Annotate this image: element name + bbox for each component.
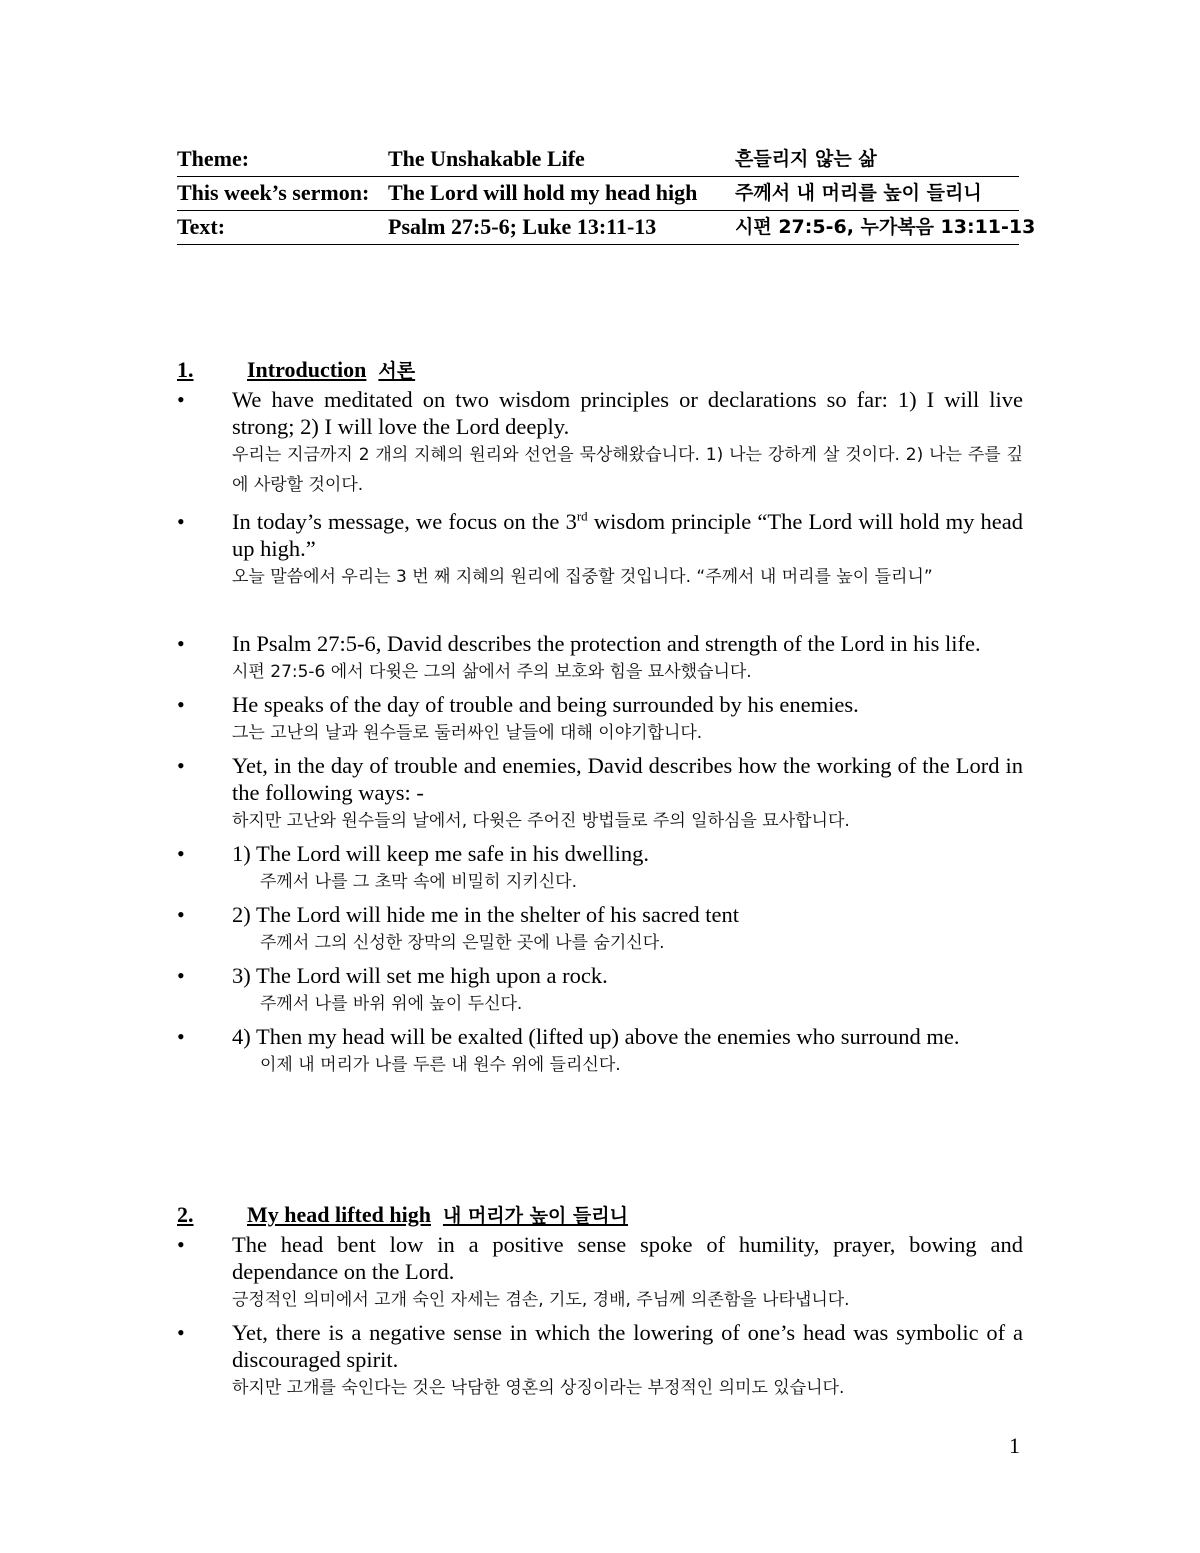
- text-korean: 시편 27:5-6, 누가복음 13:11-13: [735, 216, 1036, 238]
- item-text-ko: 주께서 나를 바위 위에 높이 두신다.: [260, 994, 523, 1014]
- item-text-ko: 오늘 말씀에서 우리는 3 번 째 지혜의 원리에 집중할 것입니다. “주께서 내 머리를 높이 들리니”: [232, 567, 933, 587]
- item-text-en: In Psalm 27:5-6, David describes the protection and strength of the Lord in his life.: [232, 631, 981, 656]
- item-text-ko: 시편 27:5-6 에서 다윗은 그의 삶에서 주의 보호와 힘을 묘사했습니다.: [232, 662, 752, 682]
- item-text-en-part: wisdom principle “The Lord will hold my head up high.”: [232, 509, 1023, 561]
- bullet-icon: •: [177, 1024, 185, 1049]
- item-text-ko: 주께서 나를 그 초막 속에 비밀히 지키신다.: [260, 872, 578, 892]
- section-2-title-en: My head lifted high: [247, 1202, 431, 1227]
- bullet-icon: •: [177, 387, 185, 412]
- section-2-number: 2.: [177, 1202, 194, 1227]
- section-1-number: 1.: [177, 357, 194, 382]
- text-label: Text:: [177, 214, 226, 239]
- item-text-en: We have meditated on two wisdom principles or declarations so far: 1) I will live strong; 2) I will love the Lord deeply.: [232, 387, 1023, 439]
- header-theme-row: [177, 144, 1019, 177]
- theme-korean: 흔들리지 않는 삶: [735, 148, 877, 170]
- header-text-row: [177, 212, 1036, 245]
- item-text-ko: 하지만 고개를 숙인다는 것은 낙담한 영혼의 상징이라는 부정적인 의미도 있습니다.: [232, 1378, 845, 1398]
- bullet-icon: •: [177, 1320, 185, 1345]
- page-number: 1: [1009, 1433, 1020, 1458]
- item-text-ko: 하지만 고난와 원수들의 날에서, 다윗은 주어진 방법들로 주의 일하심을 묘사합니다.: [232, 811, 850, 831]
- bullet-icon: •: [177, 692, 185, 717]
- section-2-title: [247, 1200, 628, 1231]
- item-text-ko: 우리는 지금까지 2 개의 지혜의 원리와 선언을 묵상해왔습니다. 1) 나는 강하게 살 것이다. 2) 나는 주를 깊에 사랑할 것이다.: [232, 445, 1023, 495]
- item-text-en: [232, 508, 1023, 562]
- item-text-en-part: In today’s message, we focus on the 3: [232, 509, 577, 534]
- sermon-value: The Lord will hold my head high: [388, 180, 698, 205]
- item-text-en: Yet, there is a negative sense in which the lowering of one’s head was symbolic of a discouraged spirit.: [232, 1320, 1023, 1372]
- bullet-icon: •: [177, 753, 185, 778]
- bullet-icon: •: [177, 902, 185, 927]
- item-text-ko: 긍정적인 의미에서 고개 숙인 자세는 겸손, 기도, 경배, 주님께 의존함을 나타냅니다.: [232, 1290, 850, 1310]
- theme-label: Theme:: [177, 146, 250, 171]
- section-2-title-ko: 내 머리가 높이 들리니: [442, 1205, 628, 1227]
- ordinal-suffix: rd: [576, 508, 588, 524]
- item-text-ko: 이제 내 머리가 나를 두른 내 원수 위에 들리신다.: [260, 1055, 621, 1075]
- theme-value: The Unshakable Life: [388, 146, 585, 171]
- section-1-title-en: Introduction: [247, 357, 367, 382]
- item-text-en: 4) Then my head will be exalted (lifted up) above the enemies who surround me.: [232, 1024, 960, 1049]
- text-value: Psalm 27:5-6; Luke 13:11-13: [388, 214, 657, 239]
- item-text-ko: 그는 고난의 날과 원수들로 둘러싸인 날들에 대해 이야기합니다.: [232, 723, 703, 743]
- bullet-icon: •: [177, 509, 185, 534]
- section-1-title: [247, 355, 415, 386]
- bullet-icon: •: [177, 631, 185, 656]
- item-text-ko: 주께서 그의 신성한 장막의 은밀한 곳에 나를 숨기신다.: [260, 933, 665, 953]
- item-text-en: The head bent low in a positive sense spoke of humility, prayer, bowing and dependance on the Lord.: [232, 1232, 1023, 1284]
- item-text-en: He speaks of the day of trouble and being surrounded by his enemies.: [232, 692, 859, 717]
- bullet-icon: •: [177, 1232, 185, 1257]
- item-text-en: 2) The Lord will hide me in the shelter of his sacred tent: [232, 902, 739, 927]
- bullet-icon: •: [177, 841, 185, 866]
- bullet-icon: •: [177, 963, 185, 988]
- item-text-en: Yet, in the day of trouble and enemies, David describes how the working of the Lord in the following ways: -: [232, 753, 1023, 805]
- sermon-label: This week’s sermon:: [177, 180, 370, 205]
- item-text-en: 3) The Lord will set me high upon a rock.: [232, 963, 608, 988]
- header-sermon-row: [177, 178, 1019, 211]
- sermon-korean: 주께서 내 머리를 높이 들리니: [735, 182, 982, 204]
- section-1-title-ko: 서론: [378, 360, 416, 382]
- item-text-en: 1) The Lord will keep me safe in his dwelling.: [232, 841, 649, 866]
